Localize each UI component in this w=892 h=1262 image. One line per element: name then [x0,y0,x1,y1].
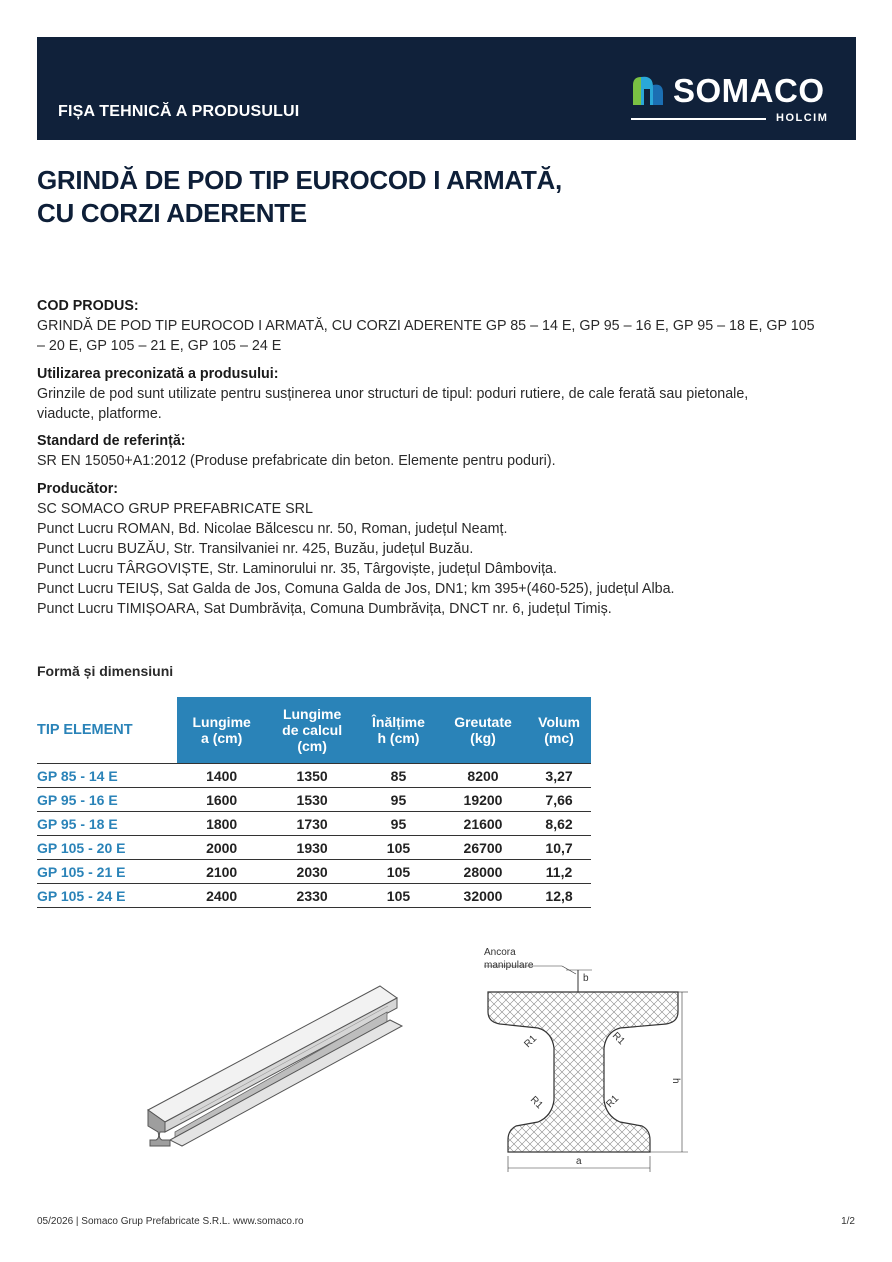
section-text: GRINDĂ DE POD TIP EUROCOD I ARMATĂ, CU CORZI ADERENTE GP 85 – 14 E, GP 95 – 16 E, GP 95 – 18 E, GP 105 [37,318,815,334]
anchor-label-1: Ancora [484,947,516,958]
section-cod-produs [37,296,857,356]
section-label: Standard de referință: [37,433,186,449]
document-title-line-2: CU CORZI ADERENTE [37,198,307,228]
column-header-inaltime: Înălțime h (cm) [358,697,439,764]
column-header-lungime: Lungime a (cm) [177,697,266,764]
cell-inaltime: 95 [358,812,439,836]
cell-volum: 3,27 [527,764,591,788]
cell-volum: 12,8 [527,884,591,908]
document-title-line-1: GRINDĂ DE POD TIP EUROCOD I ARMATĂ, [37,165,562,195]
section-text: Grinzile de pod sunt utilizate pentru susținerea unor structuri de tipul: poduri rutiere, de cale ferată sau pietonale, [37,386,749,402]
dimension-b-label: b [583,973,589,984]
radius-label: R1 [609,1030,627,1048]
column-header-tip-element: TIP ELEMENT [37,697,177,764]
logo-subtext: HOLCIM [776,112,829,124]
header-title: FIȘA TEHNICĂ A PRODUSULUI [58,103,300,120]
section-text: viaducte, platforme. [37,406,162,422]
radius-label: R1 [522,1033,540,1051]
section-text: SR EN 15050+A1:2012 (Produse prefabricate din beton. Elemente pentru poduri). [37,453,556,469]
cell-volum: 11,2 [527,860,591,884]
table-row [37,836,591,860]
element-name: GP 95 - 18 E [37,812,177,836]
cell-greutate: 8200 [439,764,527,788]
element-name: GP 105 - 21 E [37,860,177,884]
dimension-h-label: h [670,1078,681,1084]
element-name: GP 105 - 24 E [37,884,177,908]
element-name: GP 95 - 16 E [37,788,177,812]
i-section-shape [488,992,678,1152]
logo-divider [631,118,766,120]
cell-greutate: 26700 [439,836,527,860]
table-row [37,788,591,812]
somaco-logo-icon [631,75,665,105]
beam-3d-illustration [140,980,410,1150]
cell-greutate: 19200 [439,788,527,812]
section-label: Producător: [37,481,119,497]
cell-lungime-calcul: 1730 [266,812,358,836]
cell-volum: 10,7 [527,836,591,860]
element-name: GP 105 - 20 E [37,836,177,860]
radius-label: R1 [604,1093,622,1111]
section-standard [37,431,857,471]
cell-inaltime: 105 [358,884,439,908]
cell-inaltime: 85 [358,764,439,788]
producer-line: Punct Lucru TEIUȘ, Sat Galda de Jos, Comuna Galda de Jos, DN1; km 395+(460-525), județul Alba. [37,581,675,597]
logo-text: SOMACO [673,72,825,109]
document-title [37,164,562,230]
cell-inaltime: 105 [358,860,439,884]
beam-cross-section-drawing [470,940,700,1180]
cell-volum: 8,62 [527,812,591,836]
dimensions-table [37,697,591,908]
section-utilizare [37,364,857,424]
cell-lungime: 1800 [177,812,266,836]
section-producator [37,479,857,619]
element-name: GP 85 - 14 E [37,764,177,788]
table-row [37,812,591,836]
radius-label: R1 [527,1094,545,1112]
cell-lungime: 2100 [177,860,266,884]
table-row [37,764,591,788]
producer-line: Punct Lucru ROMAN, Bd. Nicolae Bălcescu nr. 50, Roman, județul Neamț. [37,521,508,537]
cell-greutate: 32000 [439,884,527,908]
cell-lungime-calcul: 2030 [266,860,358,884]
cell-greutate: 21600 [439,812,527,836]
cell-greutate: 28000 [439,860,527,884]
cell-lungime-calcul: 2330 [266,884,358,908]
page-number: 1/2 [841,1216,855,1227]
dimension-a-label: a [576,1156,582,1167]
column-header-greutate: Greutate (kg) [439,697,527,764]
table-row [37,884,591,908]
cell-lungime: 2000 [177,836,266,860]
producer-line: Punct Lucru TIMIȘOARA, Sat Dumbrăvița, Comuna Dumbrăvița, DNCT nr. 6, județul Timiș. [37,601,612,617]
cell-lungime-calcul: 1350 [266,764,358,788]
section-label: COD PRODUS: [37,298,139,314]
cell-lungime-calcul: 1530 [266,788,358,812]
cell-volum: 7,66 [527,788,591,812]
cell-lungime: 1400 [177,764,266,788]
producer-line: Punct Lucru TÂRGOVIȘTE, Str. Laminorului nr. 35, Târgoviște, județul Dâmbovița. [37,561,557,577]
cell-inaltime: 105 [358,836,439,860]
table-caption: Formă și dimensiuni [37,663,174,679]
producer-line: Punct Lucru BUZĂU, Str. Transilvaniei nr. 425, Buzău, județul Buzău. [37,541,474,557]
table-row [37,860,591,884]
cell-lungime: 1600 [177,788,266,812]
header-bar [37,37,856,140]
cell-lungime-calcul: 1930 [266,836,358,860]
column-header-volum: Volum (mc) [527,697,591,764]
column-header-lungime-calcul: Lungime de calcul (cm) [266,697,358,764]
footer-text: 05/2026 | Somaco Grup Prefabricate S.R.L. www.somaco.ro [37,1216,304,1227]
producer-line: SC SOMACO GRUP PREFABRICATE SRL [37,501,313,517]
somaco-logo [631,71,841,127]
anchor-label-2: manipulare [484,960,534,971]
cell-inaltime: 95 [358,788,439,812]
section-label: Utilizarea preconizată a produsului: [37,366,279,382]
section-text: – 20 E, GP 105 – 21 E, GP 105 – 24 E [37,338,282,354]
cell-lungime: 2400 [177,884,266,908]
